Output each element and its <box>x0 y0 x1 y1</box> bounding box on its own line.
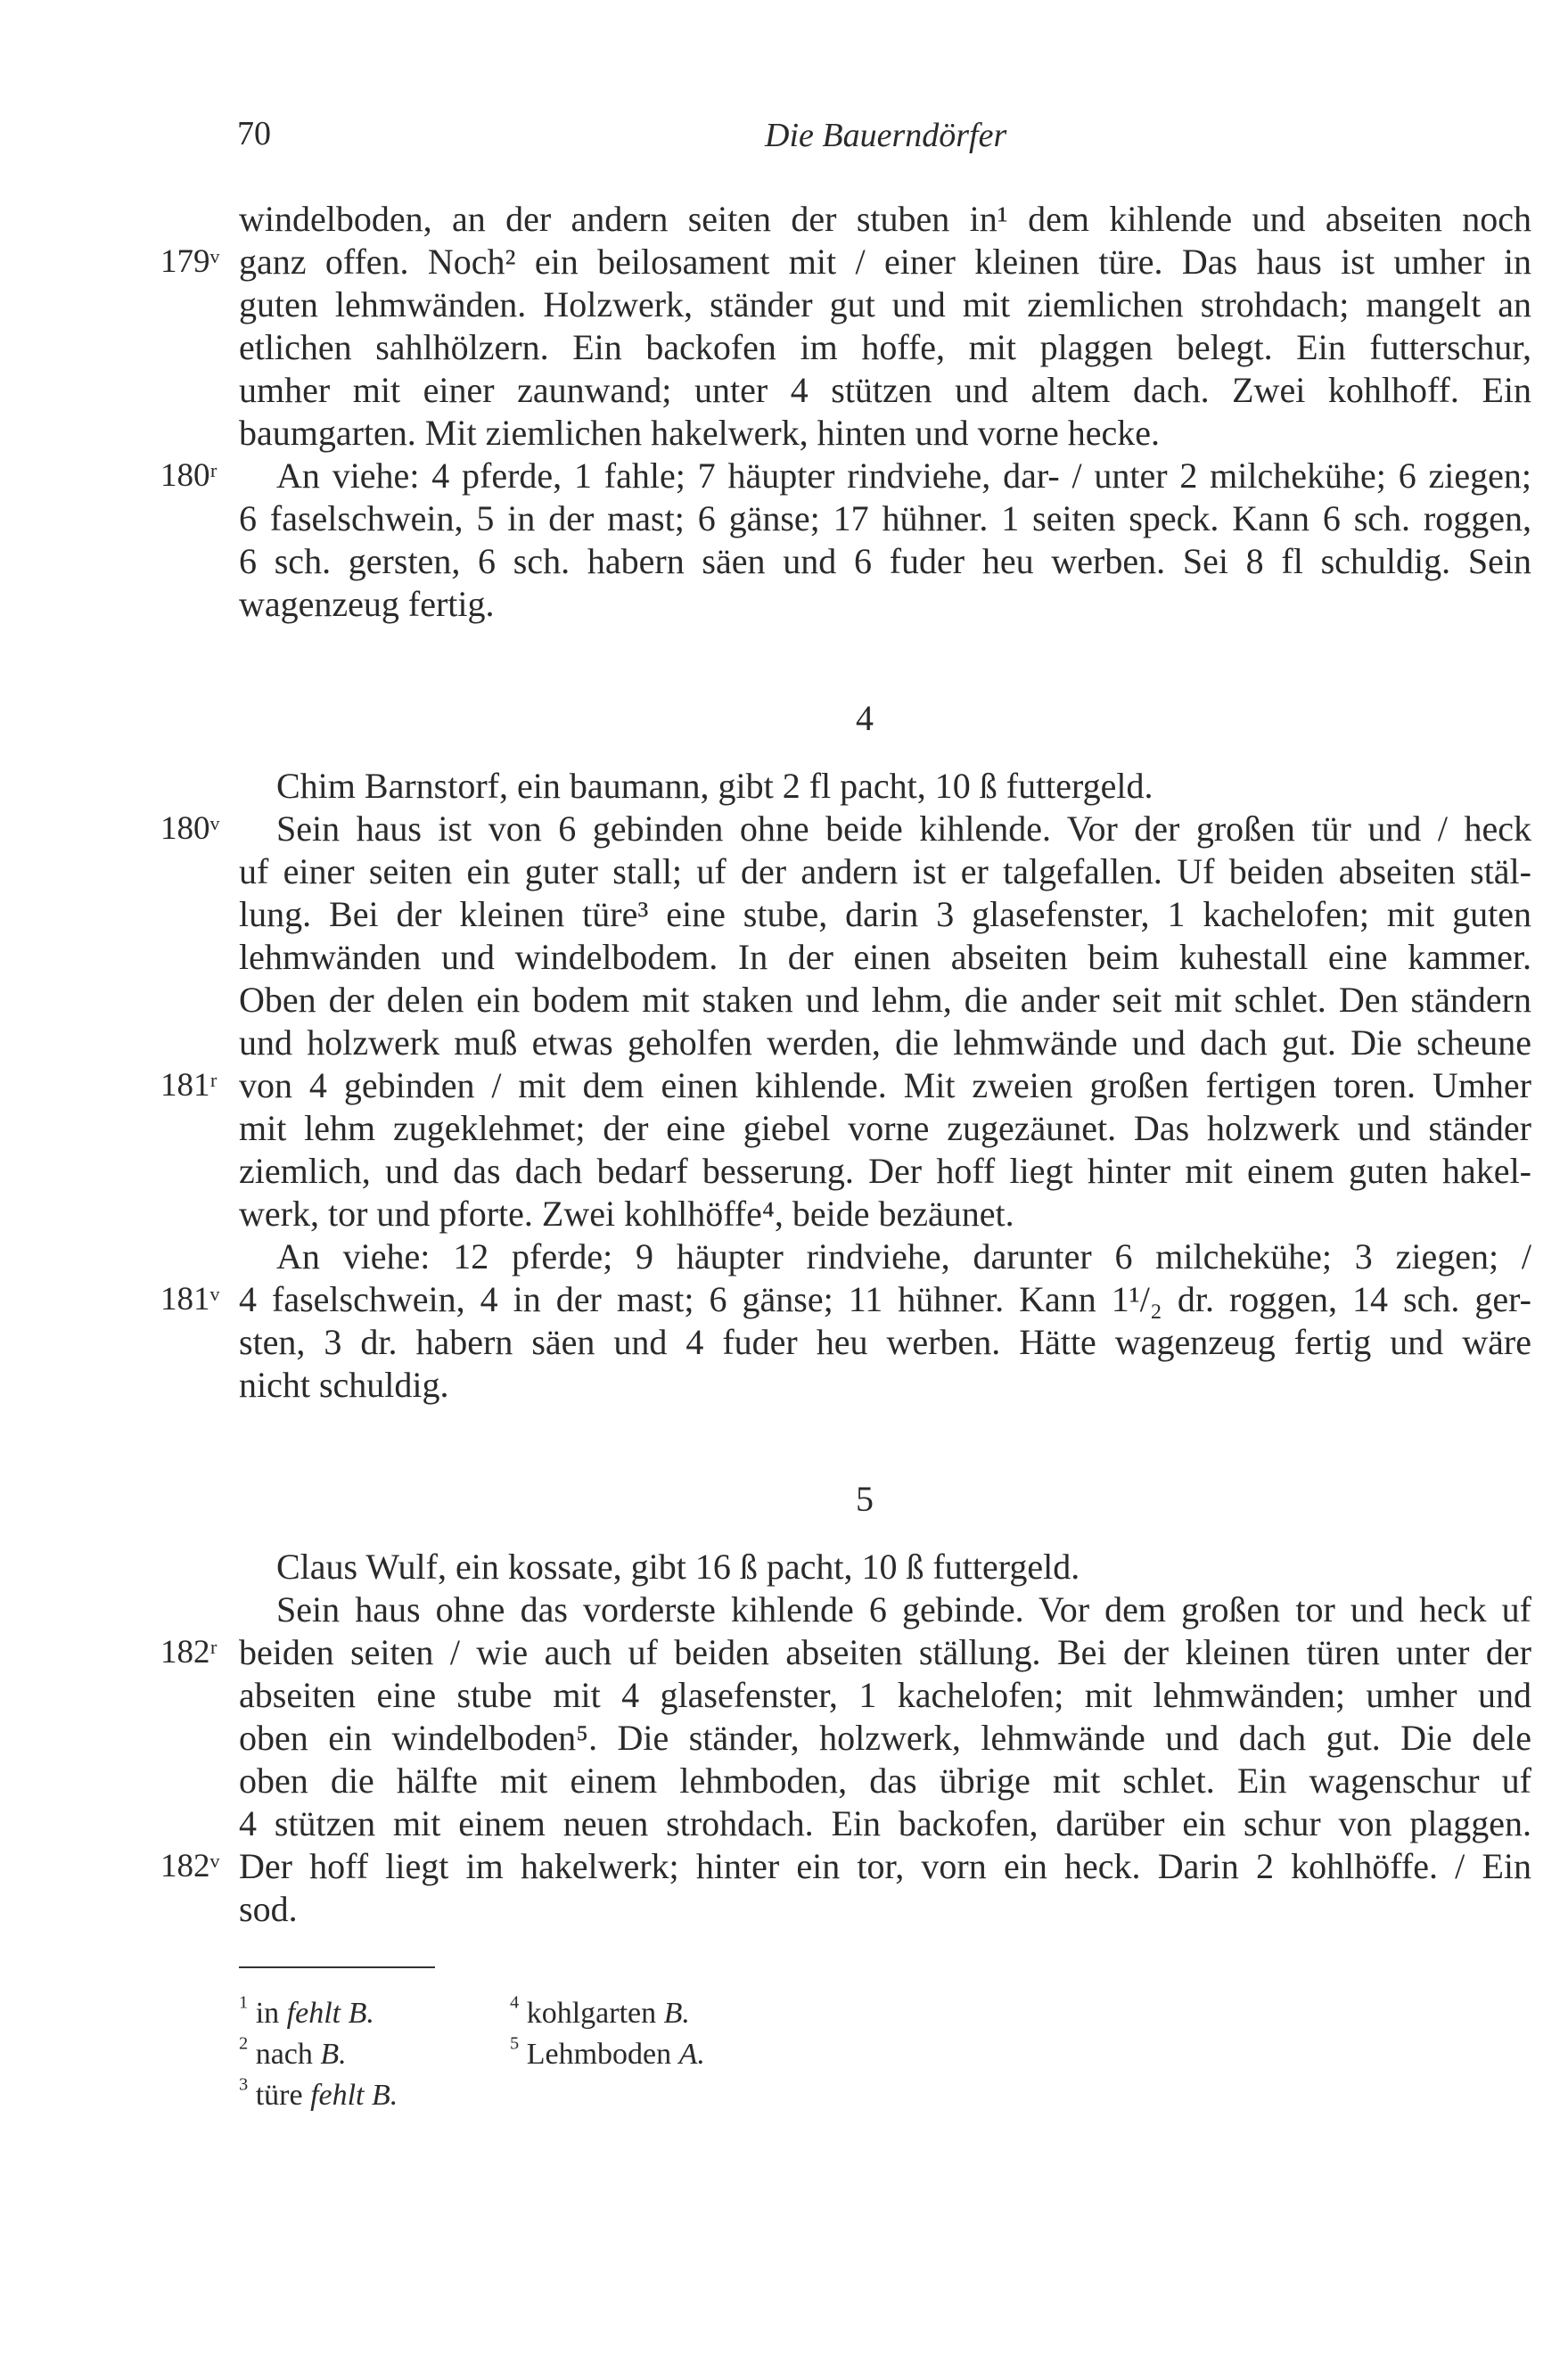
section-number: 4 <box>856 698 874 738</box>
text-line: von 4 gebinden / mit dem einen kihlende. Mit zweien großen fertigen toren. Umher <box>239 1065 1531 1105</box>
text-line: Sein haus ist von 6 gebinden ohne beide kihlende. Vor der großen tür und / heck <box>276 809 1531 849</box>
footnote-text: kohlgarten <box>526 1997 664 2030</box>
footnote-italic: B. <box>320 2038 347 2071</box>
folio-note: 180ʳ <box>160 457 218 494</box>
text-line: 6 sch. gersten, 6 sch. habern säen und 6 fuder heu werben. Sei 8 fl schuldig. Sein <box>239 541 1531 581</box>
folio-note: 181ʳ <box>160 1067 218 1104</box>
footnote-italic: A. <box>678 2038 705 2071</box>
text-line: Sein haus ohne das vorderste kihlende 6 gebinde. Vor dem großen tor und heck uf <box>276 1589 1531 1629</box>
folio-note: 179ᵛ <box>160 243 220 280</box>
footnote-italic: B. <box>663 1997 690 2030</box>
text-line: lung. Bei der kleinen türe³ eine stube, darin 3 glasefenster, 1 kachelofen; mit guten <box>239 894 1531 934</box>
footnote-text: nach <box>255 2038 321 2071</box>
section-number: 5 <box>856 1479 874 1519</box>
text-line: sten, 3 dr. habern säen und 4 fuder heu werben. Hätte wagenzeug fertig und wäre <box>239 1322 1531 1362</box>
footnote-number: 4 <box>510 1992 520 2013</box>
text-line: wagenzeug fertig. <box>239 584 495 624</box>
text-line: lehmwänden und windelbodem. In der einen abseiten beim kuhestall eine kammer. <box>239 937 1531 977</box>
text-line: abseiten eine stube mit 4 glasefenster, 1 kachelofen; mit lehmwänden; umher und <box>239 1675 1531 1715</box>
text-line: Claus Wulf, ein kossate, gibt 16 ß pacht, 10 ß futtergeld. <box>276 1547 1080 1587</box>
page-number: 70 <box>237 115 271 152</box>
footnote-text: in <box>255 1997 287 2030</box>
footnote-italic: fehlt B. <box>286 1997 374 2030</box>
text-line: werk, tor und pforte. Zwei kohlhöffe⁴, beide bezäunet. <box>239 1194 1014 1234</box>
text-line: uf einer seiten ein guter stall; uf der andern ist er talgefallen. Uf beiden abseiten stäl- <box>239 851 1531 891</box>
text-line: mit lehm zugeklehmet; der eine giebel vorne zugezäunet. Das holzwerk und ständer <box>239 1108 1531 1148</box>
text-line: windelboden, an der andern seiten der stuben in¹ dem kihlende und abseiten noch <box>239 199 1531 239</box>
text-line: An viehe: 4 pferde, 1 fahle; 7 häupter rindviehe, dar- / unter 2 milchekühe; 6 ziegen; <box>276 456 1531 496</box>
footnote <box>239 2074 398 2113</box>
footnote-number: 5 <box>510 2033 520 2054</box>
text-line: etlichen sahlhölzern. Ein backofen im hoffe, mit plaggen belegt. Ein futterschur, <box>239 327 1531 367</box>
text-line: oben die hälfte mit einem lehmboden, das übrige mit schlet. Ein wagenschur uf <box>239 1761 1531 1801</box>
text-line: 4 stützen mit einem neuen strohdach. Ein backofen, darüber ein schur von plaggen. <box>239 1803 1531 1843</box>
folio-note: 182ʳ <box>160 1634 218 1670</box>
text-line: und holzwerk muß etwas geholfen werden, die lehmwände und dach gut. Die scheune <box>239 1022 1531 1063</box>
folio-note: 181ᵛ <box>160 1281 220 1317</box>
text-line: ziemlich, und das dach bedarf besserung. Der hoff liegt hinter mit einem guten hakel- <box>239 1151 1531 1191</box>
folio-note: 180ᵛ <box>160 810 220 847</box>
running-title: Die Bauerndörfer <box>765 117 1007 154</box>
text-line: umher mit einer zaunwand; unter 4 stützen und altem dach. Zwei kohlhoff. Ein <box>239 370 1531 410</box>
footnote-italic: fehlt B. <box>310 2079 398 2112</box>
folio-note: 182ᵛ <box>160 1848 220 1884</box>
text-line: sod. <box>239 1889 298 1929</box>
footnote-rule <box>239 1966 435 1968</box>
footnote <box>239 2033 347 2072</box>
text-line: beiden seiten / wie auch uf beiden abseiten ställung. Bei der kleinen türen unter der <box>239 1632 1531 1672</box>
text-line: Chim Barnstorf, ein baumann, gibt 2 fl pacht, 10 ß futtergeld. <box>276 766 1153 806</box>
text-line: ganz offen. Noch² ein beilosament mit / einer kleinen türe. Das haus ist umher in <box>239 242 1531 282</box>
text-line: guten lehmwänden. Holzwerk, ständer gut und mit ziemlichen strohdach; mangelt an <box>239 284 1531 324</box>
text-line: An viehe: 12 pferde; 9 häupter rindviehe, darunter 6 milchekühe; 3 ziegen; / <box>276 1236 1531 1276</box>
text-line: Der hoff liegt im hakelwerk; hinter ein tor, vorn ein heck. Darin 2 kohlhöffe. / Ein <box>239 1846 1531 1886</box>
footnote <box>239 1992 374 2031</box>
text-line: oben ein windelboden⁵. Die ständer, holzwerk, lehmwände und dach gut. Die dele <box>239 1718 1531 1758</box>
footnote <box>510 2033 705 2072</box>
footnote-number: 1 <box>239 1992 249 2013</box>
text-line: 4 faselschwein, 4 in der mast; 6 gänse; 11 hühner. Kann 1¹/₂ dr. roggen, 14 sch. ger- <box>239 1279 1531 1319</box>
text-line: baumgarten. Mit ziemlichen hakelwerk, hinten und vorne hecke. <box>239 413 1160 453</box>
footnote-number: 3 <box>239 2074 249 2095</box>
footnote-number: 2 <box>239 2033 249 2054</box>
text-line: 6 faselschwein, 5 in der mast; 6 gänse; 17 hühner. 1 seiten speck. Kann 6 sch. roggen, <box>239 498 1531 538</box>
footnote <box>510 1992 690 2031</box>
text-line: nicht schuldig. <box>239 1365 449 1405</box>
footnote-text: Lehmboden <box>526 2038 679 2071</box>
text-line: Oben der delen ein bodem mit staken und lehm, die ander seit mit schlet. Den ständern <box>239 980 1531 1020</box>
footnote-text: türe <box>255 2079 311 2112</box>
